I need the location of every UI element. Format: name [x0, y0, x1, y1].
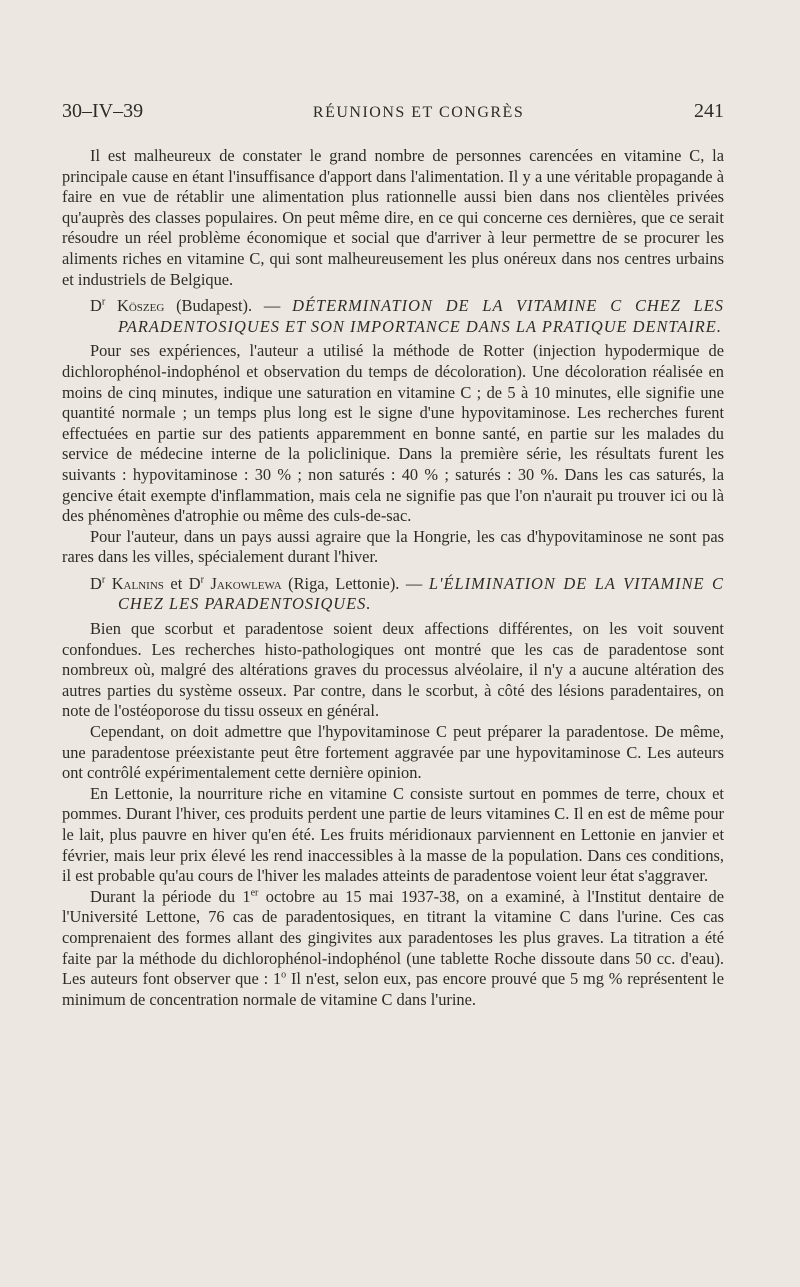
- article-heading-kalnins: $D^r$ Kalnins et $D^r$ Jakowlewa (Riga, Lettonie). — L'ÉLIMINATION DE LA VITAMINE C CHEZ LES PARADENTOSIQUES.: [90, 573, 724, 614]
- paragraph-hongrie: Pour l'auteur, dans un pays aussi agraire que la Hongrie, les cas d'hypovitaminose ne sont pas rares dans les villes, spécialement durant l'hiver.: [62, 526, 724, 567]
- paragraph-carence: Il est malheureux de constater le grand nombre de personnes carencées en vitamine C, la principale cause en étant l'insuffisance d'apport dans l'alimentation. Il y a une véritable propagande à faire en vue de rétablir une alimentation plus rationnelle aussi bien dans nos clientèles privées qu'auprès des classes populaires. On peut même dire, en ce qui concerne ces dernières, que ce serait résoudre un réel problème économique et social que d'arriver à leur permettre de se procurer les aliments riches en vitamine C, qui sont malheureusement les plus onéreux dans nos centres urbains et industriels de Belgique.: [62, 146, 724, 289]
- article-title: DÉTERMINATION DE LA VITAMINE C CHEZ LES PARADENTOSIQUES ET SON IMPORTANCE DANS LA PRATIQUE DENTAIRE.: [118, 296, 724, 336]
- header-date: 30–IV–39: [62, 100, 144, 122]
- paragraph-periode: Durant la période du 1er octobre au 15 mai 1937-38, on a examiné, à l'Institut dentaire de l'Université Lettone, 76 cas de paradentosiques, en titrant la vitamine C dans l'urine. Ces cas comprenaient des formes allant des gingivites aux paradentoses les plus graves. La titration a été faite par la méthode du dichlorophénol-indophénol (une tablette Roche dissoute dans 50 cc. d'eau). Les auteurs font observer que : 1$^o$ Il n'est, selon eux, pas encore prouvé que 5 mg % représentent le minimum de concentration normale de vitamine C dans l'urine.: [62, 886, 724, 1009]
- page-number: 241: [694, 100, 724, 122]
- author-name-2: Jakowlewa: [210, 573, 282, 593]
- article-heading-koszeg: $D^r$ Köszeg (Budapest). — DÉTERMINATION DE LA VITAMINE C CHEZ LES PARADENTOSIQUES ET SON IMPORTANCE DANS LA PRATIQUE DENTAIRE.: [90, 296, 724, 336]
- running-header: [62, 100, 724, 140]
- paragraph-lettonie: En Lettonie, la nourriture riche en vitamine C consiste surtout en pommes de terre, choux et pommes. Durant l'hiver, ces produits perdent une partie de leurs vitamines C. Il en est de même pour le lait, plus pauvre en hiver qu'en été. Les fruits méridionaux parviennent en Lettonie en janvier et février, mais leur prix élevé les rend inaccessibles à la masse de la population. Dans ces conditions, il est probable qu'au cours de l'hiver les malades atteints de paradentose voient leur état s'aggraver.: [62, 783, 724, 886]
- article-title: L'ÉLIMINATION DE LA VITAMINE C CHEZ LES PARADENTOSIQUES.: [118, 573, 724, 614]
- paragraph-scorbut: Bien que scorbut et paradentose soient deux affections différentes, on les voit souvent confondues. Les recherches histo-pathologiques ont montré que les cas de paradentose sont nombreux où, malgré des altérations graves du processus alvéolaire, il n'y a aucune altération des autres parties du système osseux. Par contre, dans le scorbut, à côté des lésions paradentaires, on note de l'ostéoporose du tissu osseux en général.: [62, 619, 724, 721]
- paragraph-hypovitaminose: Cependant, on doit admettre que l'hypovitaminose C peut préparer la paradentose. De même, une paradentose préexistante peut être fortement aggravée par une hypovitaminose C. Les auteurs ont contrôlé expérimentalement cette dernière opinion.: [62, 722, 724, 783]
- author-name-1: Kalnins: [111, 573, 164, 593]
- paragraph-experiences: Pour ses expériences, l'auteur a utilisé la méthode de Rotter (injection hypodermique de dichlorophénol-indophénol et observation du temps de décoloration). Une décoloration réalisée en moins de cinq minutes, indique une saturation en vitamine C ; de 5 à 10 minutes, elle signifie une quantité normale ; un temps plus long est le signe d'une hypovitaminose. Les recherches furent effectuées en partie sur des patients apparemment en bonne santé, en partie sur les malades du service de médecine interne de la policlinique. Dans la première série, les résultats furent les suivants : hypovitaminose : 30 % ; non saturés : 40 % ; saturés : 30 %. Dans les cas saturés, la gencive était exempte d'inflammation, mais cela ne signifie pas que l'on n'aurait pu trouver ici ou là des phénomènes d'atrophie ou même des culs-de-sac.: [62, 341, 724, 526]
- header-section-title: RÉUNIONS ET CONGRÈS: [312, 104, 525, 121]
- author-name: Köszeg: [117, 296, 165, 316]
- document-page: [62, 100, 724, 1010]
